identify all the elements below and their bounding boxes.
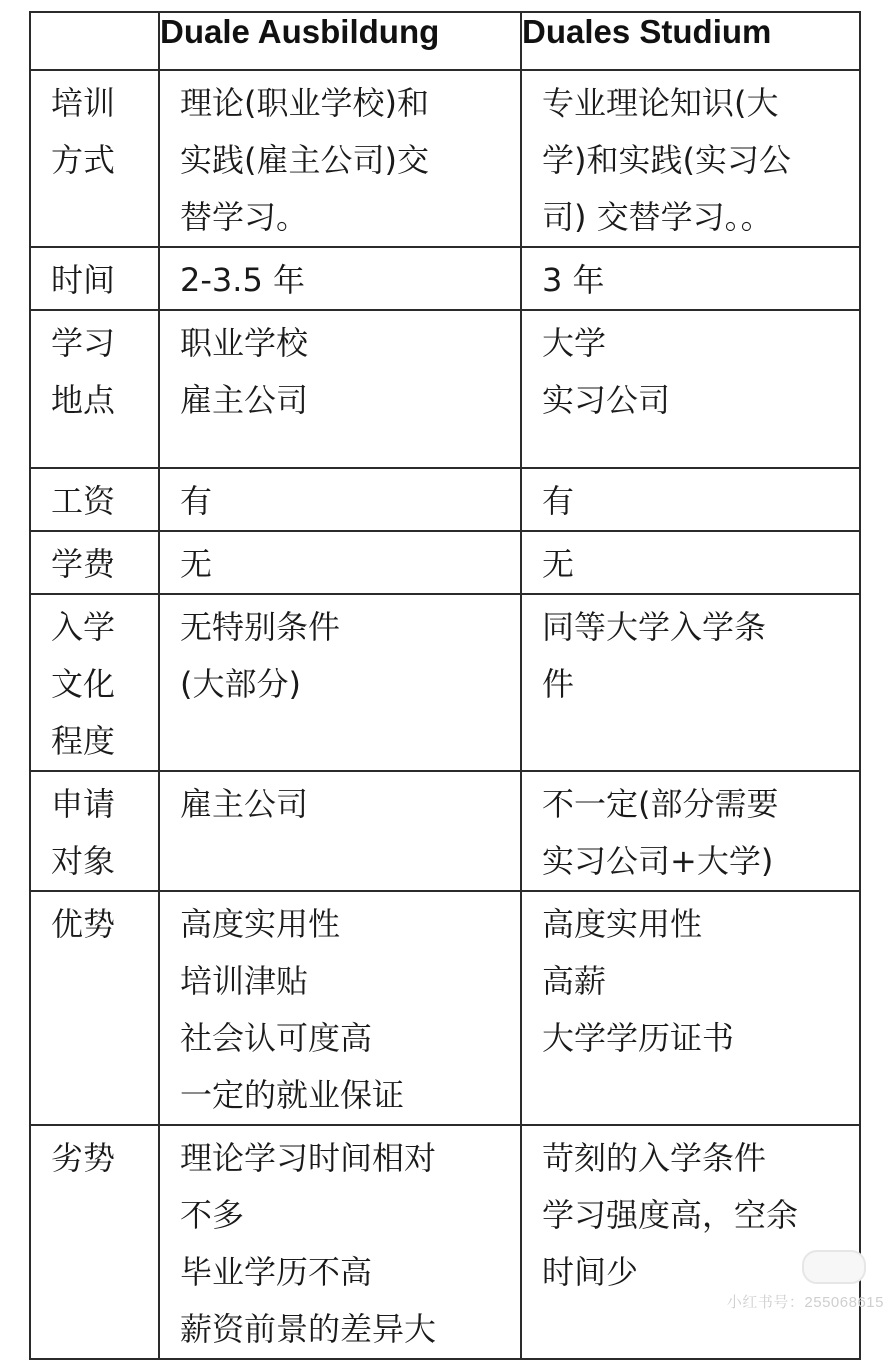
cell-text-line: 一定的就业保证 [180, 1076, 405, 1114]
row-label-cell [30, 891, 159, 1125]
studium-cell [521, 70, 860, 247]
studium-cell [521, 1125, 860, 1359]
cell-text-line: 学费 [51, 545, 116, 583]
table-row [30, 1125, 860, 1359]
studium-cell [521, 310, 860, 468]
cell-text-line: 薪资前景的差异大 [180, 1310, 437, 1348]
cell-text-line: 对象 [51, 842, 116, 880]
row-label-cell [30, 1125, 159, 1359]
cell-text-line: 社会认可度高 [180, 1019, 373, 1057]
ausbildung-cell [159, 468, 521, 531]
table-body [30, 70, 860, 1359]
ausbildung-cell [159, 1125, 521, 1359]
cell-text-line: 工资 [51, 482, 116, 520]
table-row [30, 310, 860, 468]
table-row [30, 891, 860, 1125]
cell-text-line: 苛刻的入学条件 [542, 1139, 767, 1177]
table-row [30, 247, 860, 310]
cell-text-line: 学习强度高，空余 [542, 1196, 799, 1234]
cell-text-line: 替学习。 [180, 198, 309, 236]
studium-cell [521, 468, 860, 531]
cell-text-line: 地点 [51, 381, 116, 419]
studium-cell [521, 771, 860, 891]
ausbildung-cell [159, 531, 521, 594]
header-duales-studium: Duales Studium [521, 12, 860, 70]
cell-text-line: 培训津贴 [180, 962, 309, 1000]
watermark-logo-badge [802, 1250, 866, 1284]
ausbildung-cell [159, 771, 521, 891]
row-label-cell [30, 70, 159, 247]
cell-text-line: 高薪 [542, 962, 607, 1000]
studium-cell [521, 247, 860, 310]
cell-text-line: 雇主公司 [180, 785, 309, 823]
cell-text-line: 学习 [51, 324, 116, 362]
cell-text-line: 无 [542, 545, 575, 583]
cell-text-line: 无特别条件 [180, 608, 341, 646]
row-label-cell [30, 594, 159, 771]
cell-text-line: 同等大学入学条 [542, 608, 767, 646]
cell-text-line: 实习公司+大学) [542, 842, 774, 880]
cell-text-line: 雇主公司 [180, 381, 309, 419]
cell-text-line: 件 [542, 665, 575, 703]
cell-text-line: 文化 [51, 665, 116, 703]
watermark-text: 小红书号：255068615 [726, 1294, 884, 1311]
cell-text-line: 高度实用性 [180, 905, 341, 943]
cell-text-line: 方式 [51, 141, 116, 179]
cell-text-line: 理论(职业学校)和 [180, 84, 429, 122]
ausbildung-cell [159, 70, 521, 247]
cell-text-line: 职业学校 [180, 324, 309, 362]
studium-cell [521, 891, 860, 1125]
cell-text-line: 入学 [51, 608, 116, 646]
cell-text-line: 优势 [51, 905, 116, 943]
cell-text-line: 司) 交替学习。。 [542, 198, 773, 236]
table-row [30, 468, 860, 531]
cell-text-line: 专业理论知识(大 [542, 84, 779, 122]
cell-text-line: 有 [542, 482, 575, 520]
ausbildung-cell [159, 594, 521, 771]
cell-text-line: (大部分) [180, 665, 301, 703]
studium-cell [521, 531, 860, 594]
cell-text-line: 程度 [51, 722, 116, 760]
cell-text-line: 3 年 [542, 261, 605, 299]
cell-text-line: 理论学习时间相对 [180, 1139, 437, 1177]
row-label-cell [30, 247, 159, 310]
cell-text-line: 大学学历证书 [542, 1019, 735, 1057]
cell-text-line: 实习公司 [542, 381, 671, 419]
cell-text-line: 高度实用性 [542, 905, 703, 943]
ausbildung-cell [159, 247, 521, 310]
header-duale-ausbildung: Duale Ausbildung [159, 12, 521, 70]
ausbildung-cell [159, 891, 521, 1125]
header-empty-cell [30, 12, 159, 70]
cell-text-line: 不多 [180, 1196, 245, 1234]
header-row [30, 12, 860, 70]
row-label-cell [30, 531, 159, 594]
table-row [30, 70, 860, 247]
table-row [30, 771, 860, 891]
cell-text-line: 劣势 [51, 1139, 116, 1177]
cell-text-line: 无 [180, 545, 213, 583]
row-label-cell [30, 310, 159, 468]
row-label-cell [30, 771, 159, 891]
cell-text-line: 大学 [542, 324, 607, 362]
comparison-table [29, 11, 861, 1360]
cell-text-line: 培训 [51, 84, 116, 122]
table-row [30, 594, 860, 771]
studium-cell [521, 594, 860, 771]
cell-text-line: 时间少 [542, 1253, 639, 1291]
cell-text-line: 不一定(部分需要 [542, 785, 779, 823]
cell-text-line: 时间 [51, 261, 116, 299]
row-label-cell [30, 468, 159, 531]
cell-text-line: 申请 [51, 785, 116, 823]
cell-text-line: 有 [180, 482, 213, 520]
cell-text-line: 实践(雇主公司)交 [180, 141, 429, 179]
cell-text-line: 2-3.5 年 [180, 261, 305, 299]
cell-text-line: 毕业学历不高 [180, 1253, 373, 1291]
ausbildung-cell [159, 310, 521, 468]
table-row [30, 531, 860, 594]
cell-text-line: 学)和实践(实习公 [542, 141, 791, 179]
